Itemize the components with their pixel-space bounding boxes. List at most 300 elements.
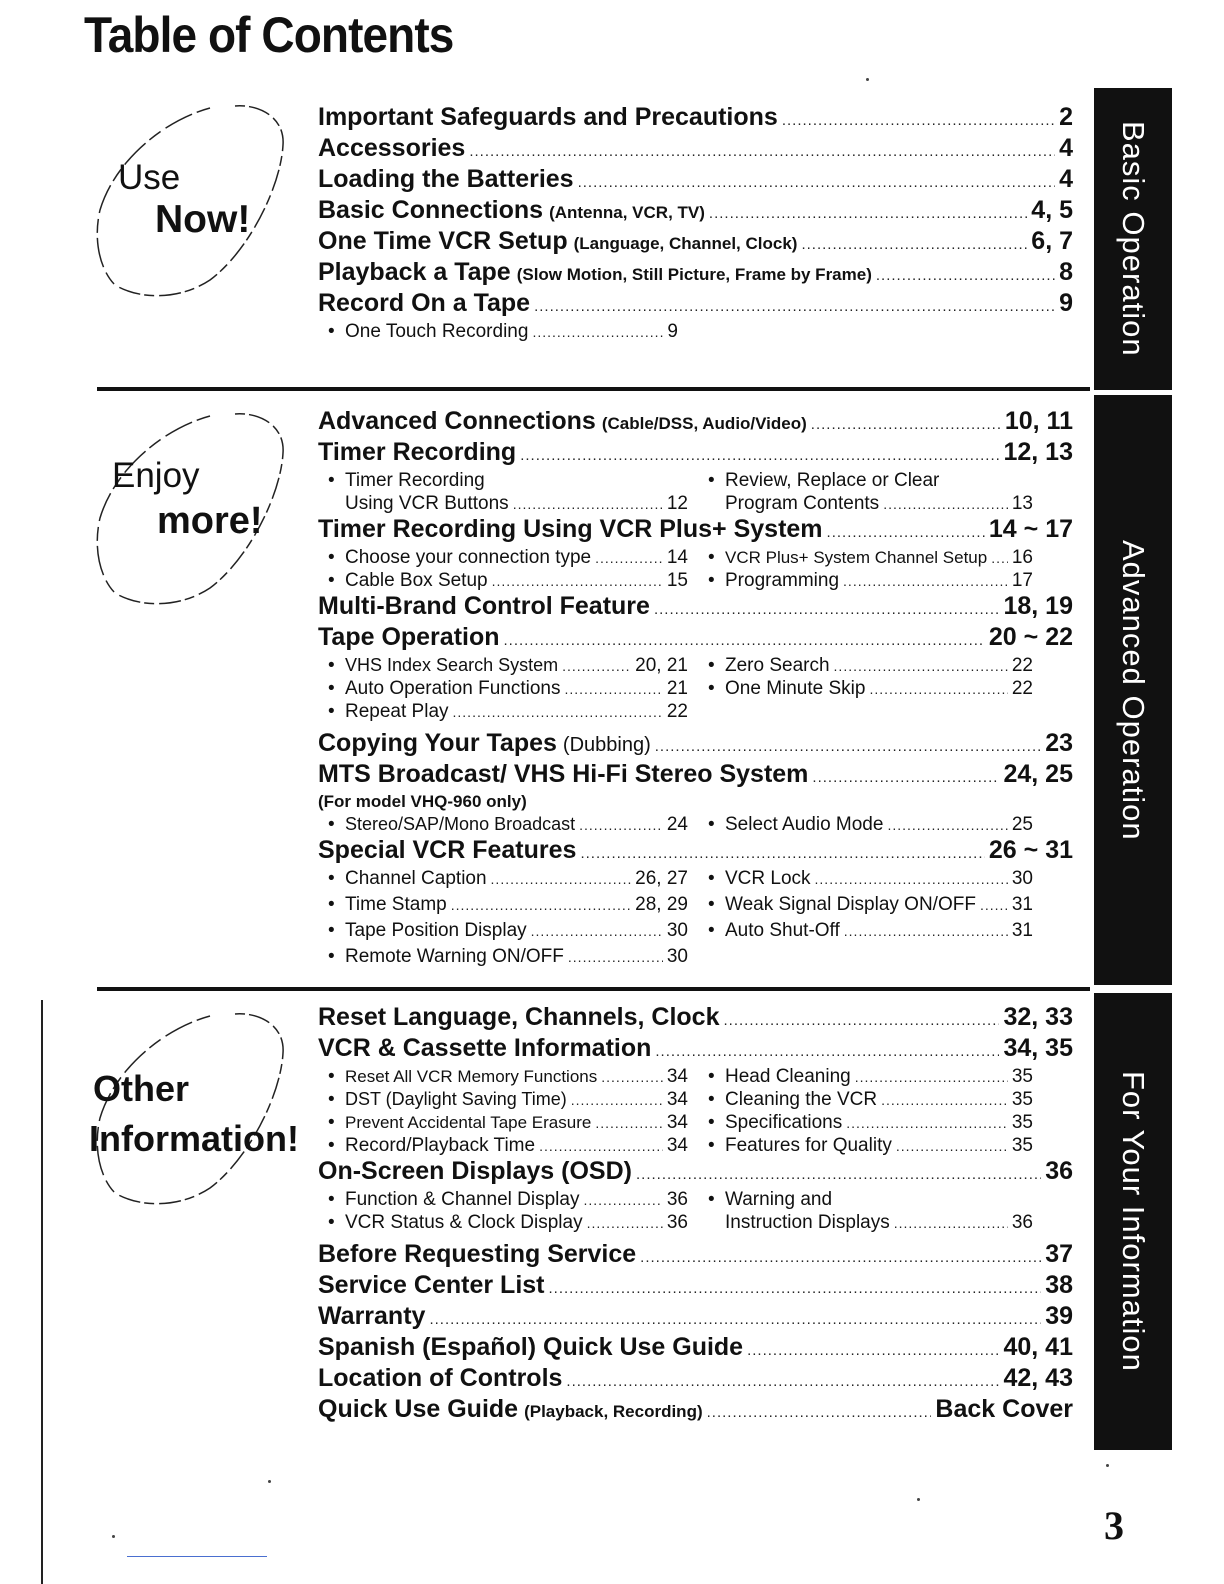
sub-entry-line (708, 1211, 1033, 1234)
entry-title: Important Safeguards and Precautions (318, 103, 778, 131)
sub-entry[interactable] (328, 546, 688, 569)
entry-title: Playback a Tape (318, 258, 511, 286)
sub-entry-title: Function & Channel Display (345, 1189, 580, 1210)
toc-entry[interactable] (318, 1333, 1073, 1364)
sub-entry[interactable] (328, 919, 688, 942)
bullet: • (328, 1135, 335, 1156)
sub-entry-title: Remote Warning ON/OFF (345, 946, 564, 967)
sub-entry-title: Repeat Play (345, 701, 449, 722)
sub-entry-title: Tape Position Display (345, 920, 527, 941)
sub-entry[interactable] (328, 945, 688, 968)
leader-dots (811, 416, 1001, 433)
leader-dots (876, 267, 1055, 284)
leader-dots (595, 547, 663, 569)
sub-entry-title: Channel Caption (345, 868, 487, 889)
entry-subtitle: (Dubbing) (562, 734, 651, 756)
toc-entry[interactable] (318, 623, 1073, 654)
sub-entry-title: Time Stamp (345, 894, 447, 915)
sub-entry[interactable] (328, 569, 688, 592)
sub-entry-title: Auto Shut-Off (725, 920, 840, 941)
leader-dots (815, 868, 1008, 890)
scan-speck (112, 1535, 115, 1538)
leader-dots (827, 524, 985, 541)
model-note: (For model VHQ-960 only) (318, 792, 527, 811)
entry-page: 38 (1045, 1271, 1073, 1299)
sub-entry-page: 35 (1011, 1112, 1033, 1133)
entry-page: 2 (1059, 103, 1073, 131)
tab-label: Basic Operation (1116, 121, 1151, 357)
bullet: • (328, 894, 335, 915)
toc-entry[interactable] (318, 1157, 1073, 1188)
sub-entry-title: Programming (725, 570, 840, 591)
entry-page: 34, 35 (1003, 1034, 1073, 1062)
entry-subtitle: (Slow Motion, Still Picture, Frame by Frame) (516, 265, 872, 284)
sub-entry[interactable] (688, 546, 1033, 569)
badge-use-now (85, 100, 290, 300)
sub-entry[interactable] (328, 320, 678, 343)
sub-entry-page: 21 (666, 678, 688, 699)
sub-list (328, 320, 1073, 343)
badge-enjoy-more (85, 408, 290, 608)
entry-title: Multi-Brand Control Feature (318, 592, 650, 620)
entry-page: 18, 19 (1003, 592, 1073, 620)
sub-entry-title-cont: Instruction Displays (725, 1212, 890, 1233)
badge-line-2: Now! (155, 198, 251, 241)
sub-entry-page: 22 (1011, 655, 1033, 676)
toc-entry[interactable] (318, 1395, 1073, 1426)
entry-title: Warranty (318, 1302, 426, 1330)
sub-list (328, 469, 1073, 515)
leader-dots (549, 1280, 1042, 1297)
bullet: • (328, 321, 335, 342)
entry-title: Before Requesting Service (318, 1240, 637, 1268)
entry-title: Special VCR Features (318, 836, 577, 864)
tab-label: For Your Information (1116, 1071, 1151, 1372)
sub-entry-page: 34 (666, 1066, 688, 1087)
leader-dots (636, 1166, 1041, 1183)
sub-entry-page: 30 (1011, 868, 1033, 889)
leader-dots (724, 1012, 1000, 1029)
bullet: • (708, 655, 715, 676)
leader-dots (709, 205, 1027, 222)
bullet: • (328, 655, 335, 676)
bullet: • (328, 1112, 335, 1133)
sub-entry[interactable] (688, 1188, 1033, 1234)
bullet: • (328, 570, 335, 591)
sub-entry-title: Head Cleaning (725, 1066, 851, 1087)
toc-entry[interactable] (318, 165, 1073, 196)
sub-list (328, 813, 1073, 836)
sub-entry-title: One Touch Recording (345, 321, 529, 342)
bullet: • (708, 547, 715, 568)
sub-entry-page: 35 (1011, 1089, 1033, 1110)
leader-dots (881, 1089, 1008, 1111)
leader-dots (562, 655, 631, 677)
sub-entry-title: Warning and (725, 1189, 833, 1210)
leader-dots (580, 845, 984, 862)
entry-page: 8 (1059, 258, 1073, 286)
bottom-rule (127, 1556, 267, 1557)
entry-title: Record On a Tape (318, 289, 531, 317)
entry-page: 32, 33 (1003, 1003, 1073, 1031)
sub-entry-line (708, 469, 1033, 492)
sub-entry-title: Features for Quality (725, 1135, 892, 1156)
entry-title: Timer Recording Using VCR Plus+ System (318, 515, 823, 543)
entry-page: 6, 7 (1031, 227, 1073, 255)
leader-dots (564, 678, 662, 700)
sub-entry-page: 34 (666, 1135, 688, 1156)
entry-title: One Time VCR Setup (318, 227, 568, 255)
bullet: • (708, 1066, 715, 1087)
leader-dots (579, 814, 663, 836)
sub-entry[interactable] (688, 569, 1033, 592)
sub-entry-page: 25 (1011, 814, 1033, 835)
sub-entry-title: Weak Signal Display ON/OFF (725, 894, 976, 915)
leader-dots (534, 298, 1055, 315)
sub-list (328, 1065, 1073, 1157)
sub-entry-title: Prevent Accidental Tape Erasure (345, 1113, 592, 1132)
leader-dots (869, 678, 1007, 700)
toc-entry[interactable] (318, 258, 1073, 289)
sub-entry[interactable] (688, 1088, 1033, 1111)
leader-dots (654, 601, 1000, 618)
toc-entry[interactable] (318, 196, 1073, 227)
sub-entry-title: VCR Lock (725, 868, 811, 889)
sub-entry-title: One Minute Skip (725, 678, 866, 699)
entry-title: MTS Broadcast/ VHS Hi-Fi Stereo System (318, 760, 809, 788)
leader-dots (991, 547, 1008, 569)
toc-entry[interactable] (318, 1003, 1073, 1034)
sub-entry[interactable] (328, 677, 688, 700)
bullet: • (708, 920, 715, 941)
entry-page: 4 (1059, 134, 1073, 162)
bullet: • (328, 678, 335, 699)
leader-dots (707, 1404, 932, 1421)
entry-title: VCR & Cassette Information (318, 1034, 652, 1062)
sub-entry[interactable] (328, 1211, 688, 1234)
entry-title: Loading the Batteries (318, 165, 574, 193)
toc-entry[interactable] (318, 407, 1073, 438)
entry-page: 42, 43 (1003, 1364, 1073, 1392)
tab-label: Advanced Operation (1116, 539, 1151, 841)
section-basic-operation (318, 103, 1073, 343)
sub-entry-page: 12 (666, 493, 688, 514)
sub-entry-page: 26, 27 (635, 868, 688, 889)
leader-dots (469, 143, 1055, 160)
entry-page: 4, 5 (1031, 196, 1073, 224)
sub-entry[interactable] (688, 654, 1033, 677)
entry-title: Copying Your Tapes (318, 729, 557, 757)
sub-entry-title: Cable Box Setup (345, 570, 488, 591)
entry-title: Quick Use Guide (318, 1395, 519, 1423)
entry-title: Reset Language, Channels, Clock (318, 1003, 720, 1031)
scan-speck (1106, 1464, 1109, 1467)
leader-dots (578, 174, 1056, 191)
bullet: • (328, 701, 335, 722)
sub-entry-page: 15 (666, 570, 688, 591)
entry-page: 39 (1045, 1302, 1073, 1330)
sub-entry-title: Select Audio Mode (725, 814, 884, 835)
entry-page: 23 (1045, 729, 1073, 757)
sub-entry[interactable] (688, 813, 1033, 836)
entry-page: Back Cover (935, 1395, 1073, 1423)
toc-entry[interactable] (318, 729, 1073, 760)
sub-entry-page: 30 (666, 920, 688, 941)
entry-subtitle: (Language, Channel, Clock) (573, 234, 798, 253)
page-number: 3 (1104, 1503, 1124, 1548)
entry-title: Spanish (Español) Quick Use Guide (318, 1333, 744, 1361)
bullet: • (328, 946, 335, 967)
entry-page: 20 ~ 22 (988, 623, 1073, 651)
leader-dots (571, 1089, 663, 1111)
entry-title: Service Center List (318, 1271, 545, 1299)
entry-title: Tape Operation (318, 623, 500, 651)
toc-entry[interactable] (318, 592, 1073, 623)
sub-entry-page: 35 (1011, 1135, 1033, 1156)
toc-entry[interactable] (318, 760, 1073, 791)
sub-entry-page: 22 (1011, 678, 1033, 699)
leader-dots (843, 570, 1008, 592)
entry-page: 24, 25 (1003, 760, 1073, 788)
leader-dots (801, 236, 1027, 253)
sub-entry[interactable] (688, 1111, 1033, 1134)
leader-dots (812, 769, 999, 786)
toc-entry[interactable] (318, 1240, 1073, 1271)
entry-page: 37 (1045, 1240, 1073, 1268)
leader-dots (896, 1135, 1008, 1157)
sub-entry-line (708, 1188, 1033, 1211)
entry-page: 10, 11 (1004, 407, 1073, 435)
badge-line-1: Use (118, 158, 181, 197)
entry-subtitle: (Playback, Recording) (524, 1402, 703, 1421)
sub-entry-page: 36 (1011, 1212, 1033, 1233)
bullet: • (708, 1189, 715, 1210)
bullet: • (328, 1189, 335, 1210)
leader-dots (655, 1043, 999, 1060)
toc-entry[interactable] (318, 227, 1073, 258)
leader-dots (834, 655, 1008, 677)
leader-dots (595, 1112, 663, 1134)
bullet: • (708, 894, 715, 915)
entry-page: 14 ~ 17 (988, 515, 1073, 543)
sub-entry-line (328, 469, 688, 492)
toc-entry[interactable] (318, 515, 1073, 546)
toc-entry[interactable] (318, 1271, 1073, 1302)
leader-dots (587, 1212, 663, 1234)
leader-dots (532, 321, 663, 343)
leader-dots (846, 1112, 1008, 1134)
sub-entry-page: 13 (1011, 493, 1033, 514)
entry-page: 26 ~ 31 (988, 836, 1073, 864)
sub-entry[interactable] (328, 1188, 688, 1211)
sub-list (328, 654, 1073, 723)
scan-speck (866, 78, 869, 81)
sub-entry[interactable] (328, 469, 688, 515)
entry-subtitle: (Cable/DSS, Audio/Video) (601, 414, 807, 433)
toc-entry[interactable] (318, 1302, 1073, 1333)
sub-entry-title: Auto Operation Functions (345, 678, 561, 699)
sub-entry-line (708, 492, 1033, 515)
leader-dots (566, 1373, 999, 1390)
sub-entry-page: 16 (1011, 547, 1033, 568)
badge-other-information (85, 1008, 299, 1208)
badge-line-1: Enjoy (112, 456, 200, 495)
bullet: • (708, 470, 715, 491)
sub-entry[interactable] (688, 919, 1033, 942)
bullet: • (328, 814, 335, 835)
leader-dots (583, 1189, 662, 1211)
entry-title: On-Screen Displays (OSD) (318, 1157, 632, 1185)
sub-entry[interactable] (328, 1111, 688, 1134)
entry-subtitle: (Antenna, VCR, TV) (549, 203, 705, 222)
toc-entry[interactable] (318, 1034, 1073, 1065)
leader-dots (531, 920, 663, 942)
tab-for-your-information[interactable] (1094, 993, 1172, 1450)
leader-dots (491, 868, 632, 890)
sub-entry[interactable] (688, 469, 1033, 515)
sub-entry[interactable] (328, 1065, 688, 1088)
entry-title: Location of Controls (318, 1364, 563, 1392)
sub-entry[interactable] (328, 700, 688, 723)
bullet: • (328, 470, 335, 491)
sub-entry-page: 34 (666, 1112, 688, 1133)
leader-dots (894, 1212, 1008, 1234)
leader-dots (429, 1311, 1041, 1328)
leader-dots (492, 570, 663, 592)
sub-entry-page: 22 (666, 701, 688, 722)
entry-title: Advanced Connections (318, 407, 596, 435)
bullet: • (708, 814, 715, 835)
sub-entry[interactable] (688, 893, 1033, 916)
sub-entry-page: 31 (1011, 920, 1033, 941)
sub-entry-title: Record/Playback Time (345, 1135, 536, 1156)
bullet: • (708, 1112, 715, 1133)
badge-line-2: more! (157, 500, 263, 542)
entry-page: 4 (1059, 165, 1073, 193)
leader-dots (453, 701, 663, 723)
scan-speck (268, 1480, 271, 1483)
entry-page: 12, 13 (1003, 438, 1073, 466)
entry-page: 36 (1045, 1157, 1073, 1185)
section-advanced-operation (318, 407, 1073, 968)
sub-entry-page: 20, 21 (635, 655, 688, 676)
leader-dots (844, 920, 1008, 942)
bullet: • (708, 570, 715, 591)
sub-entry[interactable] (328, 893, 688, 916)
sub-entry[interactable] (688, 1134, 1033, 1157)
section-for-your-information (318, 1003, 1073, 1426)
leader-dots (568, 946, 663, 968)
sub-entry-page: 30 (666, 946, 688, 967)
tab-advanced-operation[interactable] (1094, 395, 1172, 985)
toc-entry[interactable] (318, 438, 1073, 469)
leader-dots (655, 738, 1041, 755)
sub-entry-line (328, 492, 688, 515)
sub-entry-page: 35 (1011, 1066, 1033, 1087)
leader-dots (883, 493, 1008, 515)
badge-line-1: Other (93, 1068, 190, 1109)
sub-entry[interactable] (688, 1065, 1033, 1088)
leader-dots (504, 632, 985, 649)
entry-title: Accessories (318, 134, 466, 162)
sub-entry-page: 14 (666, 547, 688, 568)
bullet: • (708, 1089, 715, 1110)
sub-entry-page: 17 (1011, 570, 1033, 591)
sub-entry-page: 36 (666, 1212, 688, 1233)
sub-entry[interactable] (328, 1088, 688, 1111)
entry-page: 9 (1059, 289, 1073, 317)
leader-dots (520, 447, 999, 464)
sub-entry-title: Stereo/SAP/Mono Broadcast (345, 814, 576, 834)
leader-dots (513, 493, 663, 515)
sub-entry-title-cont: Program Contents (725, 493, 880, 514)
sub-entry-title: VCR Status & Clock Display (345, 1212, 583, 1233)
section-divider (97, 387, 1090, 391)
sub-entry[interactable] (688, 867, 1033, 890)
sub-entry-title: VHS Index Search System (345, 655, 559, 675)
sub-list (328, 546, 1073, 592)
sub-list (328, 867, 1073, 968)
sub-list (328, 1188, 1073, 1234)
tab-basic-operation[interactable] (1094, 88, 1172, 390)
bullet: • (328, 547, 335, 568)
leader-dots (640, 1249, 1041, 1266)
sub-entry-page: 28, 29 (635, 894, 688, 915)
entry-page: 40, 41 (1003, 1333, 1073, 1361)
leader-dots (855, 1066, 1008, 1088)
bullet: • (708, 1135, 715, 1156)
sub-entry-title: Zero Search (725, 655, 830, 676)
sub-entry-title: Choose your connection type (345, 547, 592, 568)
sub-entry-page: 36 (666, 1189, 688, 1210)
toc-entry[interactable] (318, 836, 1073, 867)
sub-entry-title: Reset All VCR Memory Functions (345, 1067, 598, 1086)
sub-entry-title: Cleaning the VCR (725, 1089, 878, 1110)
sub-entry[interactable] (328, 867, 688, 890)
badge-line-2: Information! (89, 1118, 299, 1159)
entry-title: Basic Connections (318, 196, 544, 224)
sub-entry-title: DST (Daylight Saving Time) (345, 1089, 567, 1109)
sub-entry-title: Specifications (725, 1112, 843, 1133)
toc-entry[interactable] (318, 289, 1073, 320)
leader-dots (601, 1066, 663, 1088)
bullet: • (328, 1089, 335, 1110)
sub-entry-title-cont: Using VCR Buttons (345, 493, 509, 514)
sub-entry[interactable] (328, 1134, 688, 1157)
leader-dots (747, 1342, 999, 1359)
sub-entry[interactable] (328, 813, 688, 836)
bullet: • (328, 1212, 335, 1233)
bullet: • (328, 920, 335, 941)
section-divider (97, 987, 1090, 991)
sub-entry-page: 9 (667, 321, 678, 342)
sub-entry-page: 24 (666, 814, 688, 835)
toc-entry[interactable] (318, 1364, 1073, 1395)
bullet: • (328, 1066, 335, 1087)
entry-title: Timer Recording (318, 438, 517, 466)
sub-entry-title: Timer Recording (345, 470, 485, 491)
bullet: • (328, 868, 335, 889)
sub-entry[interactable] (688, 677, 1033, 700)
sub-entry[interactable] (328, 654, 688, 677)
leader-dots (980, 894, 1008, 916)
toc-entry[interactable] (318, 134, 1073, 165)
toc-entry[interactable] (318, 103, 1073, 134)
leader-dots (539, 1135, 663, 1157)
sub-entry-title: Review, Replace or Clear (725, 470, 940, 491)
bullet: • (708, 868, 715, 889)
left-margin-line (41, 1000, 43, 1584)
